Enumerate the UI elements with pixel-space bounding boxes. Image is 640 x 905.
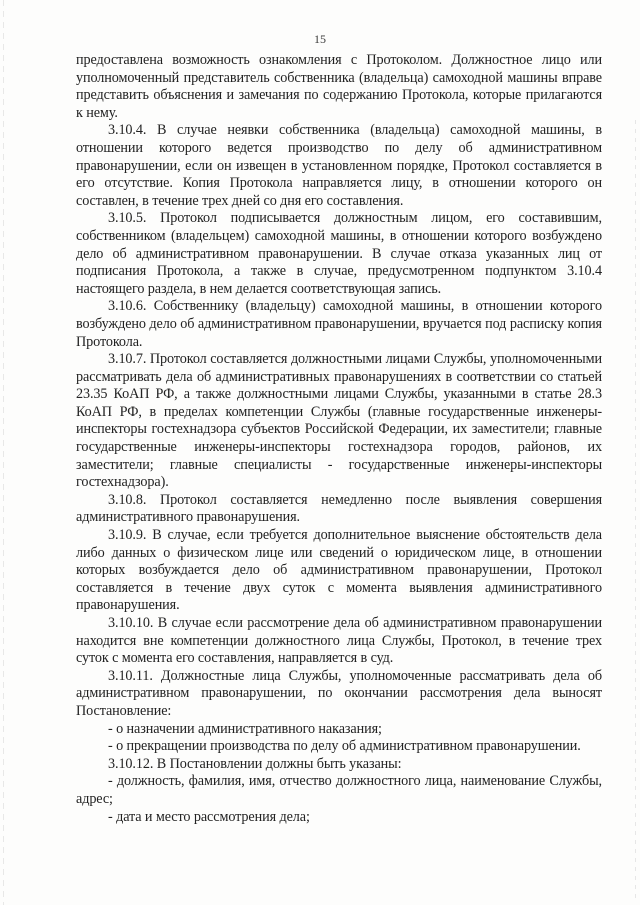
list-item-penalty: - о назначении административного наказания; <box>108 720 382 737</box>
paragraph-3-10-12: 3.10.12. В Постановлении должны быть указаны: <box>108 755 402 772</box>
scan-edge-left <box>3 0 4 905</box>
scan-edge-right <box>635 120 636 900</box>
list-item-termination: - о прекращении производства по делу об административном правонарушении. <box>108 738 581 755</box>
paragraph-3-10-10: 3.10.10. В случае если рассмотрение дела об административном правонарушении находится вне компетенции должностного лица Службы, Протокол, в течение трех суток с момента его составления, направляется в суд. <box>76 615 602 667</box>
paragraph-continuation: предоставлена возможность ознакомления с Протоколом. Должностное лицо или уполномоченный представитель собственника (владельца) самоходной машины вправе представить объяснения и замечания по содержанию Протокола, которые прилагаются к нему. <box>76 52 602 121</box>
paragraph-3-10-5: 3.10.5. Протокол подписывается должностным лицом, его составившим, собственником (владельцем) самоходной машины, в отношении которого возбуждено дело об административном правонарушении. В случае отказа указанных лиц от подписания Протокола, а также в случае, предусмотренном подпунктом 3.10.4 настоящего раздела, в нем делается соответствующая запись. <box>76 210 602 297</box>
list-item-date-place: - дата и место рассмотрения дела; <box>108 808 310 825</box>
page-number: 15 <box>314 32 326 46</box>
paragraph-3-10-6: 3.10.6. Собственнику (владельцу) самоходной машины, в отношении которого возбуждено дело об административном правонарушении, вручается под расписку копия Протокола. <box>76 298 602 350</box>
paragraph-3-10-4: 3.10.4. В случае неявки собственника (владельца) самоходной машины, в отношении которого ведется производство по делу об административном правонарушении, если он извещен в установленном порядке, Протокол составляется в его отсутствие. Копия Протокола направляется лицу, в отношении которого он составлен, в течение трех дней со дня его составления. <box>76 122 602 209</box>
paragraph-3-10-11: 3.10.11. Должностные лица Службы, уполномоченные рассматривать дела об административном правонарушении, по окончании рассмотрения дела выносят Постановление: <box>76 667 602 719</box>
paragraph-3-10-9: 3.10.9. В случае, если требуется дополнительное выяснение обстоятельств дела либо данных о физическом лице или сведений о юридическом лице, в отношении которых возбуждается дело об административном правонарушении, Протокол составляется в течение двух суток с момента выявления административного правонарушения. <box>76 527 602 614</box>
document-body <box>76 52 602 826</box>
paragraph-3-10-8: 3.10.8. Протокол составляется немедленно после выявления совершения административного правонарушения. <box>76 491 602 526</box>
paragraph-3-10-7: 3.10.7. Протокол составляется должностными лицами Службы, уполномоченными рассматривать дела об административных правонарушениях в соответствии со статьей 23.35 КоАП РФ, а также должностными лицами Службы, указанными в статье 28.3 КоАП РФ, в пределах компетенции Службы (главные государственные инженеры-инспекторы гостехнадзора субъектов Российской Федерации, их заместители; главные государственные инженеры-инспекторы гостехнадзора городов, районов, их заместители; главные специалисты - государственные инженеры-инспекторы гостехнадзора). <box>76 351 602 491</box>
list-item-official: - должность, фамилия, имя, отчество должностного лица, наименование Службы, адрес; <box>76 773 602 807</box>
